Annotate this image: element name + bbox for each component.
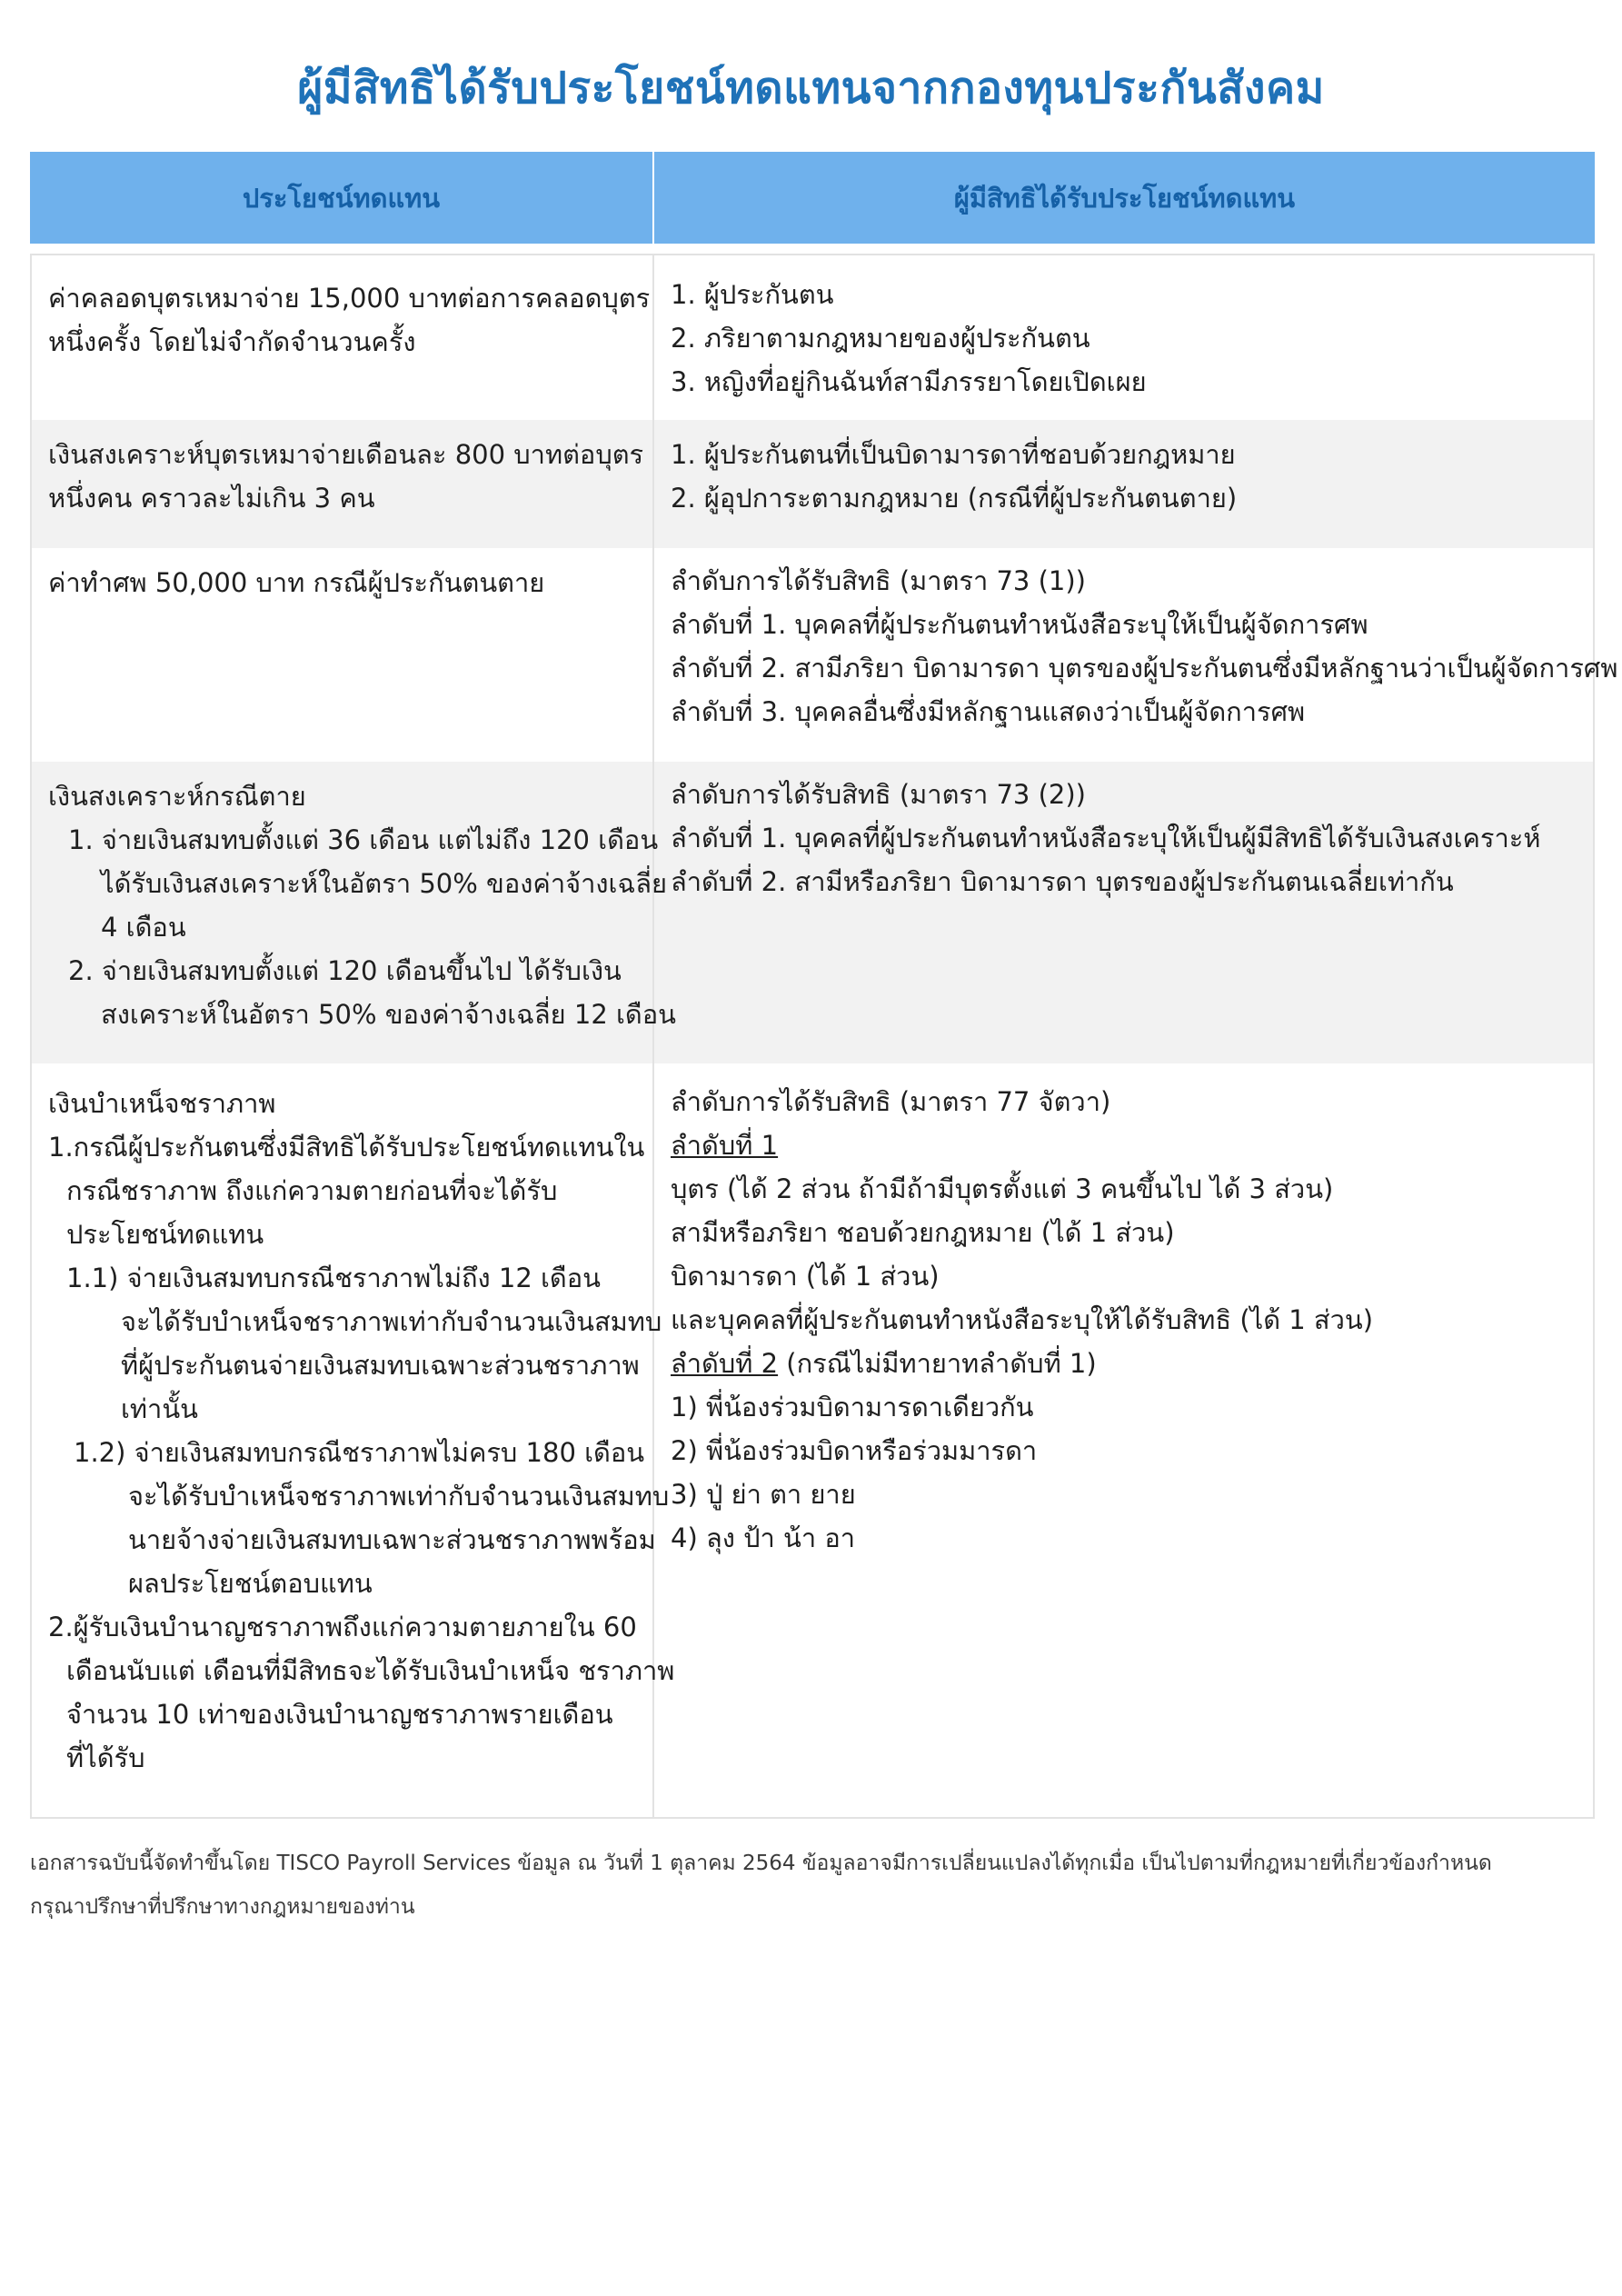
text-line: ลำดับการได้รับสิทธิ (มาตรา 73 (2)): [671, 779, 1086, 810]
text-line: 1. ผู้ประกันตนที่เป็นบิดามารดาที่ชอบด้วยกฎหมาย: [671, 439, 1236, 470]
text-line: [671, 1342, 1577, 1385]
text-line: 2. ผู้อุปการะตามกฎหมาย (กรณีที่ผู้ประกันตนตาย): [671, 483, 1238, 514]
disclaimer-line: เอกสารฉบับนี้จัดทำขึ้นโดย TISCO Payroll Services ข้อมูล ณ วันที่ 1 ตุลาคม 2564 ข้อมูลอาจมีการเปลี่ยนแปลงได้ทุกเมื่อ เป็นไปตามที่กฎหมายที่เกี่ยวข้องกำหนด: [30, 1852, 1492, 1875]
text-line: 4) ลุง ป้า น้า อา: [671, 1522, 856, 1553]
benefit-cell: [32, 762, 676, 1063]
table-row: [32, 255, 1593, 420]
table-row: [32, 420, 1593, 548]
table-header: [30, 152, 1595, 244]
text-line: 1) พี่น้องร่วมบิดามารดาเดียวกัน: [671, 1392, 1034, 1423]
eligible-cell: [654, 1063, 1593, 1817]
text-line: เดือนนับแต่ เดือนที่มีสิทธจะได้รับเงินบำเหน็จ ชราภาพ: [66, 1655, 675, 1686]
text-line: ที่ได้รับ: [66, 1742, 145, 1773]
text-line: กรณีชราภาพ ถึงแก่ความตายก่อนที่จะได้รับ: [66, 1175, 558, 1206]
text-line: ลำดับการได้รับสิทธิ (มาตรา 77 จัตวา): [671, 1086, 1111, 1117]
text-line: ได้รับเงินสงเคราะห์ในอัตรา 50% ของค่าจ้างเฉลี่ย: [101, 868, 667, 899]
eligible-cell: [654, 420, 1593, 548]
text-line: ประโยชน์ทดแทน: [66, 1219, 264, 1250]
text-line: เงินสงเคราะห์กรณีตาย: [48, 781, 306, 812]
benefit-cell: [32, 1063, 675, 1817]
text-line: บิดามารดา (ได้ 1 ส่วน): [671, 1261, 940, 1292]
text-line: ที่ผู้ประกันตนจ่ายเงินสมทบเฉพาะส่วนชราภาพ: [121, 1350, 640, 1381]
eligible-cell: [654, 255, 1593, 420]
text-line: หนึ่งครั้ง โดยไม่จำกัดจำนวนครั้ง: [48, 326, 416, 357]
text-line: 1.2) จ่ายเงินสมทบกรณีชราภาพไม่ครบ 180 เดือน: [74, 1437, 645, 1468]
text-line: ลำดับที่ 1. บุคคลที่ผู้ประกันตนทำหนังสือระบุให้เป็นผู้มีสิทธิได้รับเงินสงเคราะห์: [671, 823, 1541, 854]
header-eligible: ผู้มีสิทธิได้รับประโยชน์ทดแทน: [654, 152, 1595, 244]
text-line: ค่าคลอดบุตรเหมาจ่าย 15,000 บาทต่อการคลอดบุตร: [48, 283, 651, 314]
disclaimer: [30, 1842, 1595, 1929]
text-line: 3) ปู่ ย่า ตา ยาย: [671, 1479, 856, 1510]
order-heading: ลำดับที่ 2: [671, 1348, 779, 1379]
text-line: 2) พี่น้องร่วมบิดาหรือร่วมมารดา: [671, 1435, 1038, 1466]
text-line: 2.ผู้รับเงินบำนาญชราภาพถึงแก่ความตายภายใน 60: [48, 1612, 637, 1642]
table-row: [32, 762, 1593, 1063]
text-line: จะได้รับบำเหน็จชราภาพเท่ากับจำนวนเงินสมทบ: [121, 1306, 662, 1337]
text-line: ลำดับที่ 2. สามีภริยา บิดามารดา บุตรของผู้ประกันตนซึ่งมีหลักฐานว่าเป็นผู้จัดการศพ: [671, 653, 1618, 684]
text-line: 1. จ่ายเงินสมทบตั้งแต่ 36 เดือน แต่ไม่ถึง 120 เดือน: [68, 824, 659, 855]
text-line: 1. ผู้ประกันตน: [671, 279, 834, 310]
text-line: 1.กรณีผู้ประกันตนซึ่งมีสิทธิได้รับประโยชน์ทดแทนใน: [48, 1132, 645, 1163]
table-row: [32, 548, 1618, 762]
benefit-cell: [32, 255, 654, 420]
page-title: ผู้มีสิทธิได้รับประโยชน์ทดแทนจากกองทุนประกันสังคม: [297, 63, 1325, 114]
text-line: 2. ภริยาตามกฎหมายของผู้ประกันตน: [671, 323, 1090, 354]
order-heading: ลำดับที่ 1: [671, 1130, 779, 1161]
text-line: ค่าทำศพ 50,000 บาท กรณีผู้ประกันตนตาย: [48, 567, 545, 598]
header-benefit: ประโยชน์ทดแทน: [30, 152, 652, 244]
text-line: และบุคคลที่ผู้ประกันตนทำหนังสือระบุให้ได้รับสิทธิ (ได้ 1 ส่วน): [671, 1304, 1374, 1335]
text-line: ลำดับการได้รับสิทธิ (มาตรา 73 (1)): [671, 565, 1086, 596]
text-line: หนึ่งคน คราวละไม่เกิน 3 คน: [48, 483, 375, 514]
benefits-table: [30, 254, 1618, 1819]
text-line: ลำดับที่ 2. สามีหรือภริยา บิดามารดา บุตรของผู้ประกันตนเฉลี่ยเท่ากัน: [671, 866, 1454, 897]
text-line: 3. หญิงที่อยู่กินฉันท์สามีภรรยาโดยเปิดเผย: [671, 366, 1147, 397]
text-line: สามีหรือภริยา ชอบด้วยกฎหมาย (ได้ 1 ส่วน): [671, 1217, 1175, 1248]
text-line: เงินสงเคราะห์บุตรเหมาจ่ายเดือนละ 800 บาทต่อบุตร: [48, 439, 644, 470]
order-note: (กรณีไม่มีทายาทลำดับที่ 1): [778, 1348, 1097, 1379]
eligible-cell: [654, 548, 1618, 762]
text-line: 2. จ่ายเงินสมทบตั้งแต่ 120 เดือนขึ้นไป ได้รับเงิน: [68, 955, 622, 986]
text-line: ผลประโยชน์ตอบแทน: [128, 1568, 373, 1599]
text-line: จะได้รับบำเหน็จชราภาพเท่ากับจำนวนเงินสมทบ: [128, 1481, 670, 1512]
text-line: บุตร (ได้ 2 ส่วน ถ้ามีถ้ามีบุตรตั้งแต่ 3 คนขึ้นไป ได้ 3 ส่วน): [671, 1173, 1334, 1204]
text-line: เงินบำเหน็จชราภาพ: [48, 1088, 276, 1119]
text-line: เท่านั้น: [121, 1393, 198, 1424]
table-row: [32, 1063, 1593, 1817]
benefit-cell: [32, 420, 654, 548]
benefit-cell: [32, 548, 654, 762]
text-line: นายจ้างจ่ายเงินสมทบเฉพาะส่วนชราภาพพร้อม: [128, 1524, 656, 1555]
text-line: ลำดับที่ 3. บุคคลอื่นซึ่งมีหลักฐานแสดงว่าเป็นผู้จัดการศพ: [671, 696, 1306, 727]
text-line: จำนวน 10 เท่าของเงินบำนาญชราภาพรายเดือน: [66, 1699, 613, 1730]
text-line: ลำดับที่ 1. บุคคลที่ผู้ประกันตนทำหนังสือระบุให้เป็นผู้จัดการศพ: [671, 609, 1368, 640]
disclaimer-line: กรุณาปรึกษาที่ปรึกษาทางกฎหมายของท่าน: [30, 1895, 415, 1919]
text-line: 4 เดือน: [101, 912, 186, 943]
eligible-cell: [654, 762, 1593, 1063]
text-line: 1.1) จ่ายเงินสมทบกรณีชราภาพไม่ถึง 12 เดือน: [66, 1263, 602, 1293]
text-line: สงเคราะห์ในอัตรา 50% ของค่าจ้างเฉลี่ย 12 เดือน: [101, 999, 676, 1030]
